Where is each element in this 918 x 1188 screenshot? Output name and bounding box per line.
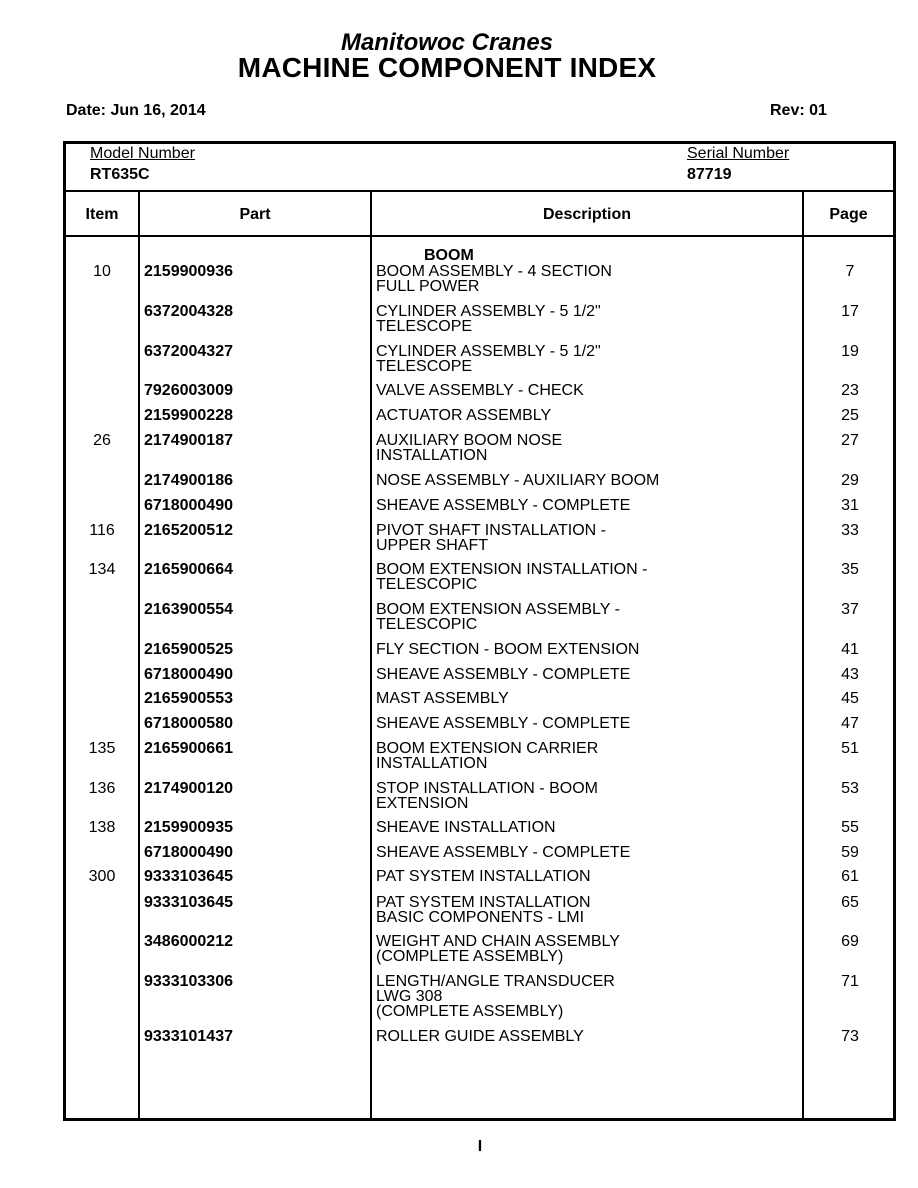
description-line: SHEAVE INSTALLATION [376, 819, 556, 836]
description [376, 741, 796, 771]
item-number: 116 [89, 522, 115, 539]
description [376, 869, 796, 884]
description [376, 1029, 796, 1044]
description-line: TELESCOPE [376, 318, 473, 335]
item-number: 135 [88, 740, 116, 757]
description [376, 895, 796, 925]
description-line: INSTALLATION [376, 755, 488, 772]
column-divider [370, 191, 372, 1118]
description-line: LENGTH/ANGLE TRANSDUCER [376, 973, 615, 990]
description-line: (COMPLETE ASSEMBLY) [376, 948, 564, 965]
part-number: 6372004328 [144, 303, 233, 320]
column-header-description: Description [542, 206, 631, 223]
description-line: BASIC COMPONENTS - LMI [376, 909, 585, 926]
description [376, 523, 796, 553]
page-number: 31 [841, 497, 859, 514]
description-line: SHEAVE ASSEMBLY - COMPLETE [376, 497, 631, 514]
part-number: 9333103645 [144, 868, 233, 885]
description-line: MAST ASSEMBLY [376, 690, 509, 707]
column-divider [802, 191, 804, 1118]
description [376, 642, 796, 657]
description [376, 691, 796, 706]
description [376, 781, 796, 811]
section-heading: BOOM [424, 247, 474, 264]
part-number: 6718000490 [144, 844, 233, 861]
description [376, 845, 796, 860]
page-number: 41 [841, 641, 859, 658]
page-number: 51 [841, 740, 859, 757]
item-number: 136 [88, 780, 116, 797]
part-number: 2174900120 [144, 780, 233, 797]
description-line: UPPER SHAFT [376, 537, 489, 554]
description [376, 602, 796, 632]
page-number: 29 [841, 472, 859, 489]
page-number: 27 [841, 432, 859, 449]
description [376, 383, 796, 398]
page-number: 65 [841, 894, 859, 911]
divider [66, 190, 893, 192]
part-number: 2165900664 [144, 561, 233, 578]
description-line: FLY SECTION - BOOM EXTENSION [376, 641, 640, 658]
description-line: SHEAVE ASSEMBLY - COMPLETE [376, 844, 631, 861]
description [376, 667, 796, 682]
part-number: 2165900661 [144, 740, 233, 757]
part-number: 6718000490 [144, 666, 233, 683]
item-number: 300 [88, 868, 116, 885]
part-number: 2174900187 [144, 432, 233, 449]
part-number: 2163900554 [144, 601, 233, 618]
item-number: 10 [93, 263, 111, 280]
description-line: INSTALLATION [376, 447, 488, 464]
part-number: 9333103306 [144, 973, 233, 990]
page-number: 25 [841, 407, 859, 424]
description-line: SHEAVE ASSEMBLY - COMPLETE [376, 666, 631, 683]
description-line: BOOM EXTENSION ASSEMBLY - [376, 601, 620, 618]
part-number: 2165200512 [144, 522, 233, 539]
date-text: Date: Jun 16, 2014 [66, 102, 206, 119]
page-number: 53 [841, 780, 859, 797]
page-number: 61 [841, 868, 859, 885]
page-marker: I [477, 1138, 483, 1155]
page-number: 37 [841, 601, 859, 618]
page-number: 35 [841, 561, 859, 578]
description-line: TELESCOPE [376, 358, 473, 375]
part-number: 9333101437 [144, 1028, 233, 1045]
description [376, 433, 796, 463]
description [376, 974, 796, 1019]
description-line: BOOM EXTENSION INSTALLATION - [376, 561, 648, 578]
description-line: BOOM EXTENSION CARRIER [376, 740, 599, 757]
item-number: 26 [93, 432, 111, 449]
part-number: 6718000580 [144, 715, 233, 732]
description-line: TELESCOPIC [376, 576, 478, 593]
description [376, 473, 796, 488]
serial-number-label: Serial Number [687, 145, 790, 162]
page-number: 17 [841, 303, 859, 320]
description-line: NOSE ASSEMBLY - AUXILIARY BOOM [376, 472, 660, 489]
description [376, 716, 796, 731]
column-header-item: Item [85, 206, 119, 223]
page-number: 55 [841, 819, 859, 836]
description-line: WEIGHT AND CHAIN ASSEMBLY [376, 933, 620, 950]
part-number: 6718000490 [144, 497, 233, 514]
description-line: ACTUATOR ASSEMBLY [376, 407, 552, 424]
column-header-part: Part [239, 206, 271, 223]
description [376, 562, 796, 592]
description-line: CYLINDER ASSEMBLY - 5 1/2" [376, 343, 601, 360]
part-number: 2159900936 [144, 263, 233, 280]
description-line: VALVE ASSEMBLY - CHECK [376, 382, 584, 399]
description-line: BOOM ASSEMBLY - 4 SECTION [376, 263, 612, 280]
page-title: MACHINE COMPONENT INDEX [237, 52, 657, 83]
model-number-label: Model Number [90, 145, 195, 162]
description-line: CYLINDER ASSEMBLY - 5 1/2" [376, 303, 601, 320]
description [376, 264, 796, 294]
description [376, 934, 796, 964]
part-number: 9333103645 [144, 894, 233, 911]
description-line: TELESCOPIC [376, 616, 478, 633]
serial-number-value: 87719 [687, 166, 732, 183]
description [376, 408, 796, 423]
description [376, 820, 796, 835]
page-number: 69 [841, 933, 859, 950]
part-number: 7926003009 [144, 382, 233, 399]
model-number-value: RT635C [90, 166, 150, 183]
description-line: AUXILIARY BOOM NOSE [376, 432, 563, 449]
page-number: 47 [841, 715, 859, 732]
item-number: 138 [88, 819, 116, 836]
description [376, 304, 796, 334]
page-number: 23 [841, 382, 859, 399]
part-number: 2159900935 [144, 819, 233, 836]
column-divider [138, 191, 140, 1118]
page-number: 59 [841, 844, 859, 861]
description [376, 344, 796, 374]
part-number: 2165900525 [144, 641, 233, 658]
description-line: SHEAVE ASSEMBLY - COMPLETE [376, 715, 631, 732]
part-number: 2159900228 [144, 407, 233, 424]
part-number: 2174900186 [144, 472, 233, 489]
brand-title: Manitowoc Cranes [340, 29, 554, 56]
description-line: LWG 308 [376, 988, 443, 1005]
description [376, 498, 796, 513]
description-line: PAT SYSTEM INSTALLATION [376, 894, 591, 911]
revision-text: Rev: 01 [770, 102, 827, 119]
page-number: 73 [841, 1028, 859, 1045]
part-number: 2165900553 [144, 690, 233, 707]
page-number: 7 [845, 263, 855, 280]
column-header-page: Page [829, 206, 868, 223]
description-line: EXTENSION [376, 795, 469, 812]
description-line: PIVOT SHAFT INSTALLATION - [376, 522, 606, 539]
description-line: STOP INSTALLATION - BOOM [376, 780, 598, 797]
component-index-table [63, 141, 896, 1121]
page-number: 71 [841, 973, 859, 990]
page-number: 43 [841, 666, 859, 683]
description-line: (COMPLETE ASSEMBLY) [376, 1003, 564, 1020]
page-number: 19 [841, 343, 859, 360]
description-line: FULL POWER [376, 278, 480, 295]
description-line: PAT SYSTEM INSTALLATION [376, 868, 591, 885]
part-number: 6372004327 [144, 343, 233, 360]
divider [66, 235, 893, 237]
description-line: ROLLER GUIDE ASSEMBLY [376, 1028, 584, 1045]
part-number: 3486000212 [144, 933, 233, 950]
page-number: 33 [841, 522, 859, 539]
page-number: 45 [841, 690, 859, 707]
item-number: 134 [88, 561, 116, 578]
